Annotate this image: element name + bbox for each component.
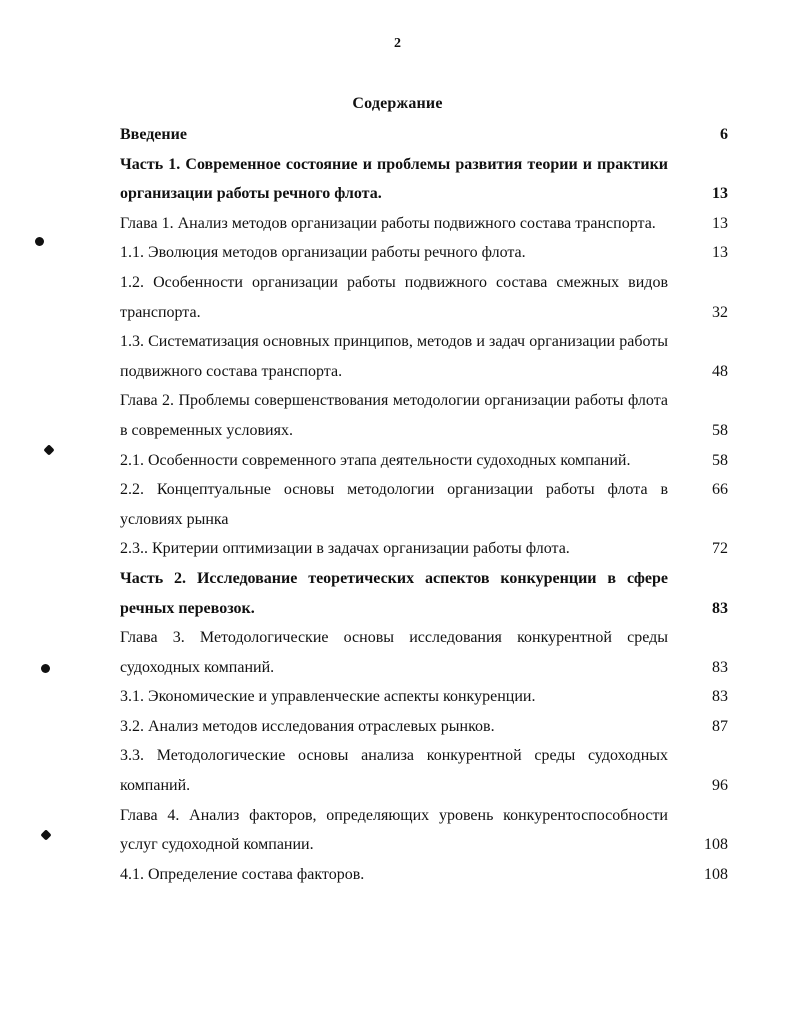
toc-entry-2-3 xyxy=(120,534,728,564)
binding-hole-mark xyxy=(41,664,50,673)
toc-entry-chapter-3 xyxy=(120,623,728,682)
binding-hole-mark xyxy=(35,237,44,246)
toc-entry-text: Глава 3. Методологические основы исследования конкурентной среды судоходных компаний. xyxy=(120,629,668,676)
page-number: 2 xyxy=(394,36,401,51)
toc-entry-3-3 xyxy=(120,741,728,800)
toc-entry-page: 6 xyxy=(720,126,728,143)
toc-entry-page: 48 xyxy=(712,362,728,380)
toc-entry-text: Часть 2. Исследование теоретических аспектов конкуренции в сфере речных перевозок. xyxy=(120,569,668,617)
toc-entry-2-2 xyxy=(120,475,728,534)
toc-entry-page: 72 xyxy=(712,540,728,558)
toc-entry-text: 2.2. Концептуальные основы методологии организации работы флота в условиях рынка xyxy=(120,481,668,528)
toc-entry-1-3 xyxy=(120,327,728,386)
toc-entry-chapter-4 xyxy=(120,801,728,860)
toc-entry-page: 96 xyxy=(712,777,728,795)
toc-entry-text: Глава 4. Анализ факторов, определяющих уровень конкурентоспособности услуг судоходной компании. xyxy=(120,806,668,854)
toc-entry-page: 83 xyxy=(712,599,728,617)
toc-entry-introduction xyxy=(120,120,728,150)
toc-entry-text: 4.1. Определение состава факторов. xyxy=(120,865,365,883)
toc-entry-page: 58 xyxy=(712,421,728,439)
toc-entry-text: 3.2. Анализ методов исследования отраслевых рынков. xyxy=(120,717,495,735)
toc-entry-text: 1.3. Систематизация основных принципов, методов и задач организации работы подвижного состава транспорта. xyxy=(120,333,668,380)
toc-entry-page: 66 xyxy=(712,481,728,499)
toc-entry-page: 83 xyxy=(712,688,728,706)
toc-entry-3-2 xyxy=(120,712,728,742)
toc-entry-page: 13 xyxy=(712,244,728,262)
toc-entry-page: 32 xyxy=(712,303,728,321)
toc-entry-text: 1.2. Особенности организации работы подвижного состава смежных видов транспорта. xyxy=(120,273,668,321)
toc-entry-2-1 xyxy=(120,446,728,476)
toc-entry-1-2 xyxy=(120,268,728,327)
toc-entry-page: 13 xyxy=(712,214,728,232)
binding-hole-mark xyxy=(43,444,54,455)
toc-entry-page: 108 xyxy=(704,865,728,883)
toc-entry-text: 2.1. Особенности современного этапа деятельности судоходных компаний. xyxy=(120,451,631,469)
toc-entry-text: 1.1. Эволюция методов организации работы речного флота. xyxy=(120,244,526,262)
toc-entry-chapter-2 xyxy=(120,386,728,445)
toc-entry-text: 3.3. Методологические основы анализа конкурентной среды судоходных компаний. xyxy=(120,747,668,795)
toc-entry-page: 83 xyxy=(712,658,728,676)
toc-title: Содержание xyxy=(352,95,443,112)
toc-entry-text: Глава 2. Проблемы совершенствования методологии организации работы флота в современных условиях. xyxy=(120,392,668,439)
table-of-contents xyxy=(120,120,728,889)
toc-entry-page: 108 xyxy=(704,836,728,854)
toc-entry-3-1 xyxy=(120,682,728,712)
toc-entry-1-1 xyxy=(120,238,728,268)
toc-entry-part-1 xyxy=(120,150,728,209)
toc-entry-4-1 xyxy=(120,860,728,890)
toc-entry-text: 3.1. Экономические и управленческие аспекты конкуренции. xyxy=(120,688,536,706)
toc-entry-part-2 xyxy=(120,564,728,623)
binding-hole-mark xyxy=(40,829,51,840)
toc-entry-text: 2.3.. Критерии оптимизации в задачах организации работы флота. xyxy=(120,540,570,558)
toc-entry-text: Часть 1. Современное состояние и проблемы развития теории и практики организации работы речного флота. xyxy=(120,155,668,203)
toc-entry-text: Глава 1. Анализ методов организации работы подвижного состава транспорта. xyxy=(120,214,656,232)
toc-entry-chapter-1 xyxy=(120,209,728,239)
toc-entry-page: 13 xyxy=(712,185,728,203)
toc-entry-text: Введение xyxy=(120,126,187,143)
toc-entry-page: 87 xyxy=(712,717,728,735)
toc-entry-page: 58 xyxy=(712,451,728,469)
